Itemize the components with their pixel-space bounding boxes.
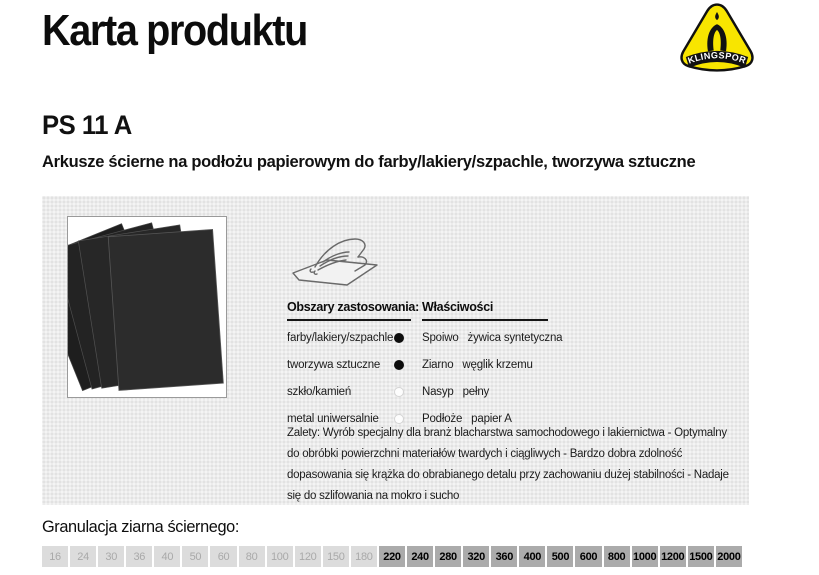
grit-cell-active: 320 (463, 546, 489, 567)
application-row (287, 324, 411, 351)
application-row (287, 378, 411, 405)
product-info-panel (42, 196, 749, 505)
grit-cell-inactive: 80 (239, 546, 265, 567)
grit-cell-active: 360 (491, 546, 517, 567)
grit-cell-inactive: 40 (154, 546, 180, 567)
grit-cell-active: 240 (407, 546, 433, 567)
grit-section-label: Granulacja ziarna ściernego: (42, 517, 239, 536)
open-dot-icon (394, 414, 404, 424)
applications-column (287, 300, 419, 432)
product-description: Arkusze ścierne na podłożu papierowym do farby/lakiery/szpachle, tworzywa sztuczne (42, 152, 696, 171)
properties-rule (422, 319, 548, 321)
application-row (287, 351, 411, 378)
properties-column (422, 300, 622, 432)
grit-cell-active: 400 (519, 546, 545, 567)
grit-cell-active: 500 (547, 546, 573, 567)
grit-cell-inactive: 150 (323, 546, 349, 567)
product-code: PS 11 A (42, 110, 132, 140)
grit-cell-active: 800 (604, 546, 630, 567)
property-value: pełny (462, 385, 490, 398)
grit-cell-active: 1200 (660, 546, 686, 567)
grit-cell-inactive: 16 (42, 546, 68, 567)
grit-cell-inactive: 100 (267, 546, 293, 567)
grit-cell-active: 1500 (688, 546, 714, 567)
application-label: farby/lakiery/szpachle (287, 331, 394, 344)
applications-rule (287, 319, 411, 321)
grit-cell-inactive: 30 (98, 546, 124, 567)
grit-cell-inactive: 50 (182, 546, 208, 567)
advantages-text: Zalety: Wyrób specjalny dla branż blacharstwa samochodowego i lakiernictwa - Optymalny do obróbki powierzchni materiałów twardych i ciągliwych - Bardzo dobra zdolność dopasowania się krążka do obrabianego detalu przy zachowaniu dużej stabilności - Nadaje się do szlifowania na mokro i sucho (287, 427, 729, 502)
application-label: metal uniwersalnie (287, 412, 379, 425)
property-name: Podłoże (422, 412, 463, 425)
grit-cell-inactive: 60 (210, 546, 236, 567)
application-label: tworzywa sztuczne (287, 358, 381, 371)
property-row (422, 351, 622, 378)
property-name: Ziarno (422, 358, 454, 371)
properties-title: Właściwości (422, 300, 494, 314)
product-photo (67, 216, 227, 398)
property-name: Nasyp (422, 385, 454, 398)
open-dot-icon (394, 387, 404, 397)
grit-cell-active: 280 (435, 546, 461, 567)
filled-dot-icon (394, 333, 404, 343)
grit-cell-inactive: 36 (126, 546, 152, 567)
applications-title: Obszary zastosowania: (287, 300, 419, 314)
application-label: szkło/kamień (287, 385, 352, 398)
grit-cell-inactive: 120 (295, 546, 321, 567)
property-row (422, 378, 622, 405)
property-value: węglik krzemu (462, 358, 533, 371)
grit-size-strip (42, 546, 742, 567)
property-value: żywica syntetyczna (467, 331, 563, 344)
grit-cell-inactive: 24 (70, 546, 96, 567)
grit-cell-inactive: 180 (351, 546, 377, 567)
klingspor-logo (676, 2, 758, 76)
filled-dot-icon (394, 360, 404, 370)
property-row (422, 324, 622, 351)
property-value: papier A (471, 412, 512, 425)
sandpaper-sheets-image (68, 217, 226, 397)
grit-cell-active: 2000 (716, 546, 742, 567)
logo-text: KLINGSPOR (686, 50, 748, 66)
property-name: Spoiwo (422, 331, 459, 344)
hand-sanding-icon (285, 229, 390, 297)
grit-cell-active: 220 (379, 546, 405, 567)
grit-cell-active: 1000 (632, 546, 658, 567)
grit-cell-active: 600 (575, 546, 601, 567)
page-title: Karta produktu (42, 6, 307, 55)
applications-list (287, 324, 411, 432)
properties-list (422, 324, 622, 432)
